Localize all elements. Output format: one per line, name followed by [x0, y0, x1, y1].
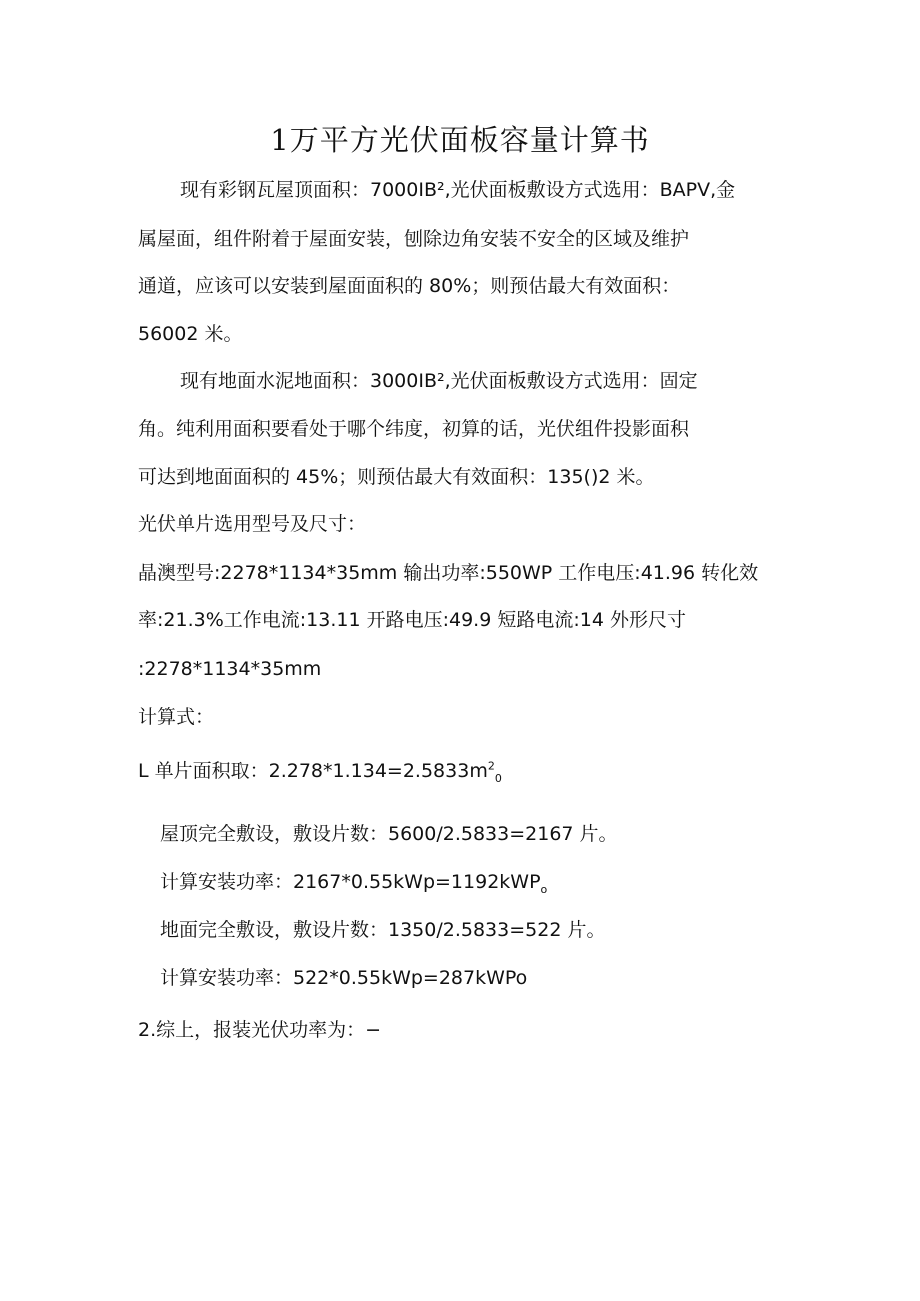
panel-spec-line: :2278*1134*35mm: [138, 658, 322, 680]
calc-roof-count: 屋顶完全敷设，敷设片数：5600/2.5833=2167 片。: [160, 823, 618, 845]
roof-paragraph-line: 现有彩钢瓦屋顶面积：7000IB²,光伏面板敷设方式选用：BAPV,金: [180, 179, 736, 201]
calc-heading: 计算式：: [138, 706, 215, 728]
panel-spec-line: 晶澳型号:2278*1134*35mm 输出功率:550WP 工作电压:41.96 转化效: [138, 562, 759, 584]
calc-ground-power: 计算安装功率：522*0.55kWp=287kWPo: [160, 967, 528, 989]
calc-roof-power: [160, 868, 547, 896]
calc-single-area: [138, 757, 502, 785]
calc-ground-count: 地面完全敷设，敷设片数：1350/2.5833=522 片。: [160, 919, 606, 941]
document-title: 1万平方光伏面板容量计算书: [270, 123, 650, 157]
superscript: 2: [487, 759, 495, 773]
panel-spec-line: 率:21.3%工作电流:13.11 开路电压:49.9 短路电流:14 外形尺寸: [138, 609, 686, 631]
panel-heading: 光伏单片选用型号及尺寸：: [138, 513, 367, 535]
subscript: 0: [494, 771, 502, 785]
roof-paragraph-line: 属屋面，组件附着于屋面安装，刨除边角安装不安全的区域及维护: [138, 228, 690, 250]
subscript: o: [540, 882, 548, 896]
calc-roof-power-text: 计算安装功率：2167*0.55kWp=1192kWP: [160, 871, 541, 893]
roof-paragraph-line: 56002 米。: [138, 323, 243, 345]
ground-paragraph-line: 可达到地面面积的 45%；则预估最大有效面积：135()2 米。: [138, 466, 655, 488]
roof-paragraph-line: 通道，应该可以安装到屋面面积的 80%；则预估最大有效面积：: [138, 275, 681, 297]
summary-line: 2.综上，报装光伏功率为：−: [138, 1019, 382, 1041]
calc-single-area-text: L 单片面积取：2.278*1.134=2.5833m: [138, 760, 488, 782]
ground-paragraph-line: 角。纯利用面积要看处于哪个纬度，初算的话，光伏组件投影面积: [138, 418, 690, 440]
ground-paragraph-line: 现有地面水泥地面积：3000IB²,光伏面板敷设方式选用：固定: [180, 370, 698, 392]
